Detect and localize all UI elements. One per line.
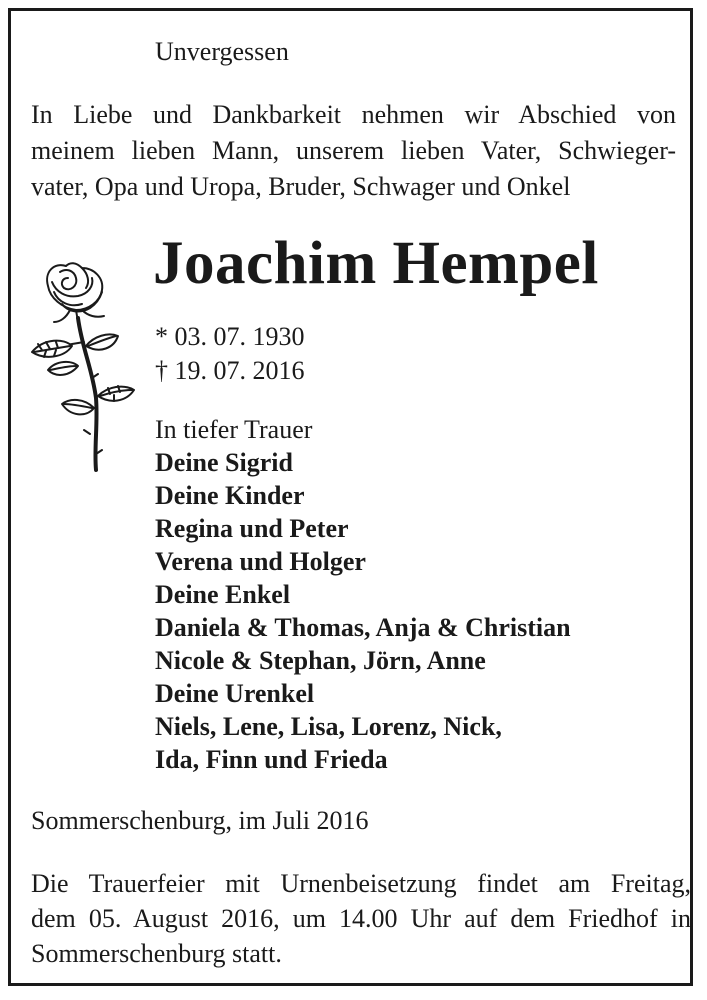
service-line: Die Trauerfeier mit Urnenbeisetzung findet am Freitag, xyxy=(31,869,691,898)
intro-line: In Liebe und Dankbarkeit nehmen wir Abschied von xyxy=(31,100,676,129)
birth-date: * 03. 07. 1930 xyxy=(155,322,305,351)
service-line: Sommerschenburg statt. xyxy=(31,939,282,968)
headline: Unvergessen xyxy=(155,37,289,66)
life-dates xyxy=(155,320,305,388)
mourner-line: Regina und Peter xyxy=(155,514,349,543)
rose-icon xyxy=(26,258,138,473)
mourner-line: Nicole & Stephan, Jörn, Anne xyxy=(155,646,486,675)
deceased-name: Joachim Hempel xyxy=(153,230,599,297)
service-info xyxy=(31,866,691,971)
mourners-intro: In tiefer Trauer xyxy=(155,415,313,444)
mourner-line: Verena und Holger xyxy=(155,547,366,576)
mourner-line: Deine Sigrid xyxy=(155,448,293,477)
mourners-list xyxy=(155,413,571,776)
death-date: † 19. 07. 2016 xyxy=(155,356,305,385)
intro-line: meinem lieben Mann, unserem lieben Vater, Schwieger- xyxy=(31,136,676,165)
mourner-line: Daniela & Thomas, Anja & Christian xyxy=(155,613,571,642)
mourner-line: Ida, Finn und Frieda xyxy=(155,745,388,774)
mourner-line: Deine Kinder xyxy=(155,481,305,510)
service-line: dem 05. August 2016, um 14.00 Uhr auf dem Friedhof in xyxy=(31,904,691,933)
mourner-line: Niels, Lene, Lisa, Lorenz, Nick, xyxy=(155,712,502,741)
mourner-line: Deine Urenkel xyxy=(155,679,315,708)
intro-text xyxy=(31,97,676,205)
mourner-line: Deine Enkel xyxy=(155,580,291,609)
intro-line: vater, Opa und Uropa, Bruder, Schwager und Onkel xyxy=(31,172,571,201)
place-date: Sommerschenburg, im Juli 2016 xyxy=(31,806,369,835)
